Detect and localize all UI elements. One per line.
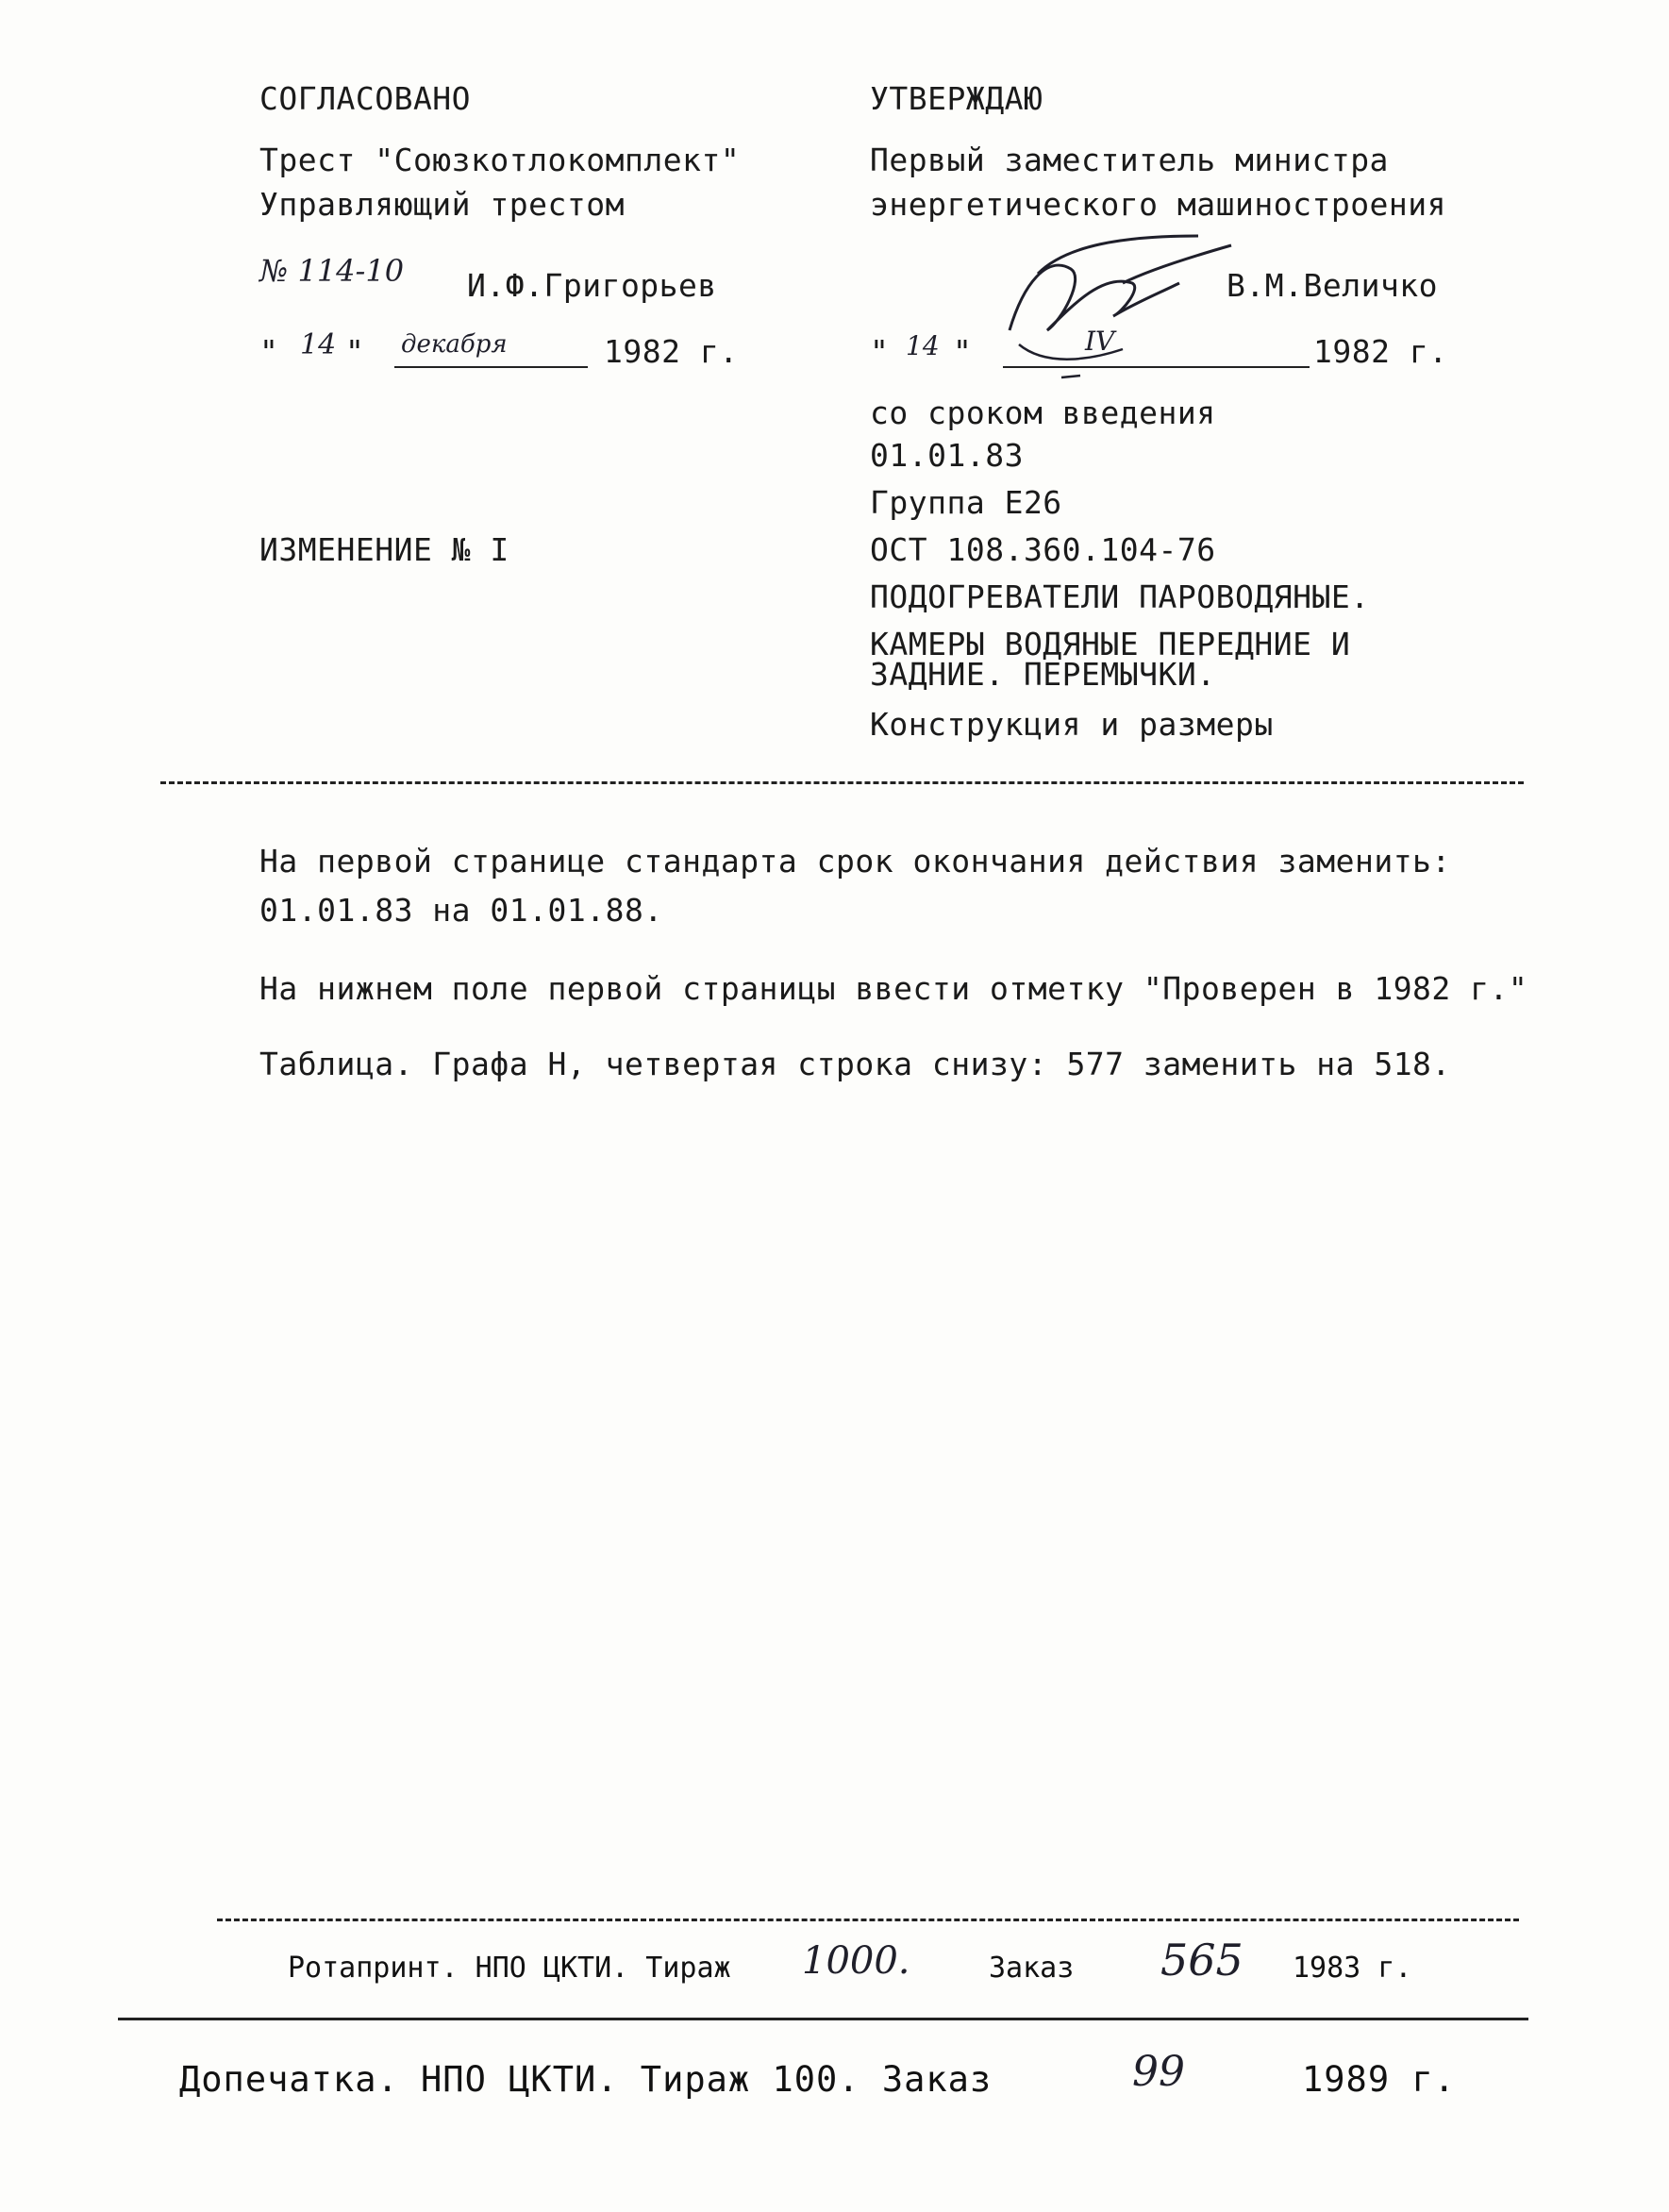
reference-number: № 114-10	[259, 253, 405, 289]
footer-order-label: Заказ	[989, 1952, 1075, 1985]
agreed-heading: СОГЛАСОВАНО	[259, 80, 472, 117]
left-date-year: 1982 г.	[604, 333, 739, 370]
right-date-quote-open: "	[870, 333, 890, 370]
change-text-line2: 01.01.83 на 01.01.88.	[259, 892, 663, 929]
footer-print-info: Ротапринт. НПО ЦКТИ. Тираж	[288, 1952, 731, 1985]
standard-number: ОСТ 108.360.104-76	[870, 531, 1216, 568]
left-date-quote-close: "	[345, 333, 365, 370]
standard-title-line4: Конструкция и размеры	[870, 706, 1274, 743]
approver-position-line2: энергетического машиностроения	[870, 186, 1447, 223]
standard-title-line2: КАМЕРЫ ВОДЯНЫЕ ПЕРЕДНИЕ И	[870, 626, 1351, 662]
change-number: ИЗМЕНЕНИЕ № I	[259, 531, 509, 568]
header-separator	[160, 781, 1524, 784]
change-text-mark: На нижнем поле первой страницы ввести отметку "Проверен в 1982 г."	[259, 970, 1528, 1007]
left-date-month: декабря	[401, 330, 508, 359]
right-date-year: 1982 г.	[1313, 333, 1448, 370]
left-date-month-underline	[394, 366, 588, 368]
group-code: Группа Е26	[870, 484, 1062, 521]
footer-order-number: 565	[1160, 1935, 1243, 1986]
intro-date-value: 01.01.83	[870, 437, 1024, 474]
standard-title-line1: ПОДОГРЕВАТЕЛИ ПАРОВОДЯНЫЕ.	[870, 578, 1370, 615]
change-text-line1: На первой странице стандарта срок окончания действия заменить:	[259, 843, 1451, 880]
right-date-month: IV	[1085, 326, 1115, 357]
approved-heading: УТВЕРЖДАЮ	[870, 80, 1043, 117]
right-date-month-underline	[1003, 366, 1310, 368]
change-text-table: Таблица. Графа Н, четвертая строка снизу: 577 заменить на 518.	[259, 1046, 1451, 1082]
approver-position-line1: Первый заместитель министра	[870, 142, 1389, 178]
org-position: Управляющий трестом	[259, 186, 625, 223]
footer-reprint-info: Допечатка. НПО ЦКТИ. Тираж 100. Заказ	[179, 2059, 993, 2100]
footer-middle-rule	[118, 2018, 1528, 2020]
footer-reprint-order: 99	[1132, 2048, 1185, 2096]
footer-print-tirazh: 1000.	[802, 1939, 910, 1983]
left-date-day: 14	[300, 328, 337, 361]
signature-scribble	[981, 217, 1255, 387]
right-date-day: 14	[906, 330, 940, 361]
intro-date-label: со сроком введения	[870, 394, 1216, 431]
footer-reprint-year: 1989 г.	[1302, 2059, 1456, 2100]
standard-title-line3: ЗАДНИЕ. ПЕРЕМЫЧКИ.	[870, 656, 1216, 693]
right-date-quote-close: "	[953, 333, 973, 370]
footer-print-year: 1983 г.	[1293, 1952, 1412, 1985]
left-signer-name: И.Ф.Григорьев	[467, 267, 717, 304]
footer-top-rule	[217, 1919, 1519, 1921]
right-signer-name: В.М.Величко	[1227, 267, 1439, 304]
org-name: Трест "Союзкотлокомплект"	[259, 142, 741, 178]
left-date-quote-open: "	[259, 333, 279, 370]
